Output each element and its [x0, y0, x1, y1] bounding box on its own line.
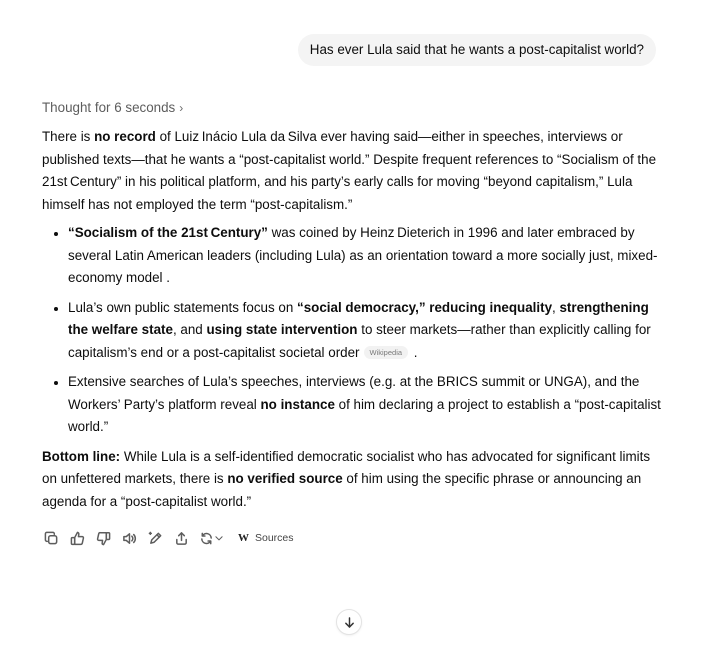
share-button[interactable]	[170, 527, 192, 549]
share-icon	[174, 531, 189, 546]
text-span: Extensive searches of Lula’s speeches, interviews (e.g. at the BRICS summit or UNGA), and the Workers’ Party’s platform reveal	[68, 374, 640, 412]
text-span: ,	[552, 299, 560, 315]
scroll-to-bottom-button[interactable]	[336, 609, 362, 635]
text-span: There is	[42, 129, 95, 144]
bold-span: “social democracy,”	[297, 299, 426, 315]
list-item	[68, 222, 662, 290]
text-span: was coined by Heinz Dieterich in 1996 and later embraced by several Latin American leaders (including Lula) as an orientation toward a more socially just, mixed-economy model .	[68, 225, 658, 285]
assistant-message	[42, 100, 662, 549]
regenerate-button[interactable]	[196, 527, 226, 549]
text-span: , and	[172, 322, 207, 337]
thumbs-up-icon	[70, 531, 85, 546]
bold-span: no verified source	[227, 471, 343, 486]
bold-span: “Socialism of the 21st Century”	[68, 225, 268, 240]
intro-paragraph	[42, 126, 662, 216]
regenerate-icon	[199, 531, 214, 546]
list-item	[68, 297, 662, 365]
text-span: of him using the specific phrase or announcing an agenda for a “post-capitalist world.”	[42, 471, 642, 509]
edit-button[interactable]	[144, 527, 166, 549]
text-span: .	[410, 344, 418, 360]
text-span: of Luiz Inácio Lula da Silva ever having said—either in speeches, interviews or published texts—that he wants a “post-capitalist world.” Despite frequent references to “Socialism of the 21st Century” in his political platform, and his party’s early calls for moving “beyond capitalism,” Lula himself has not employed the term “post-capitalism.”	[42, 129, 657, 212]
read-aloud-icon	[122, 531, 137, 546]
thumbs-down-button[interactable]	[92, 527, 114, 549]
bold-span: Bottom line:	[42, 448, 121, 464]
thumbs-down-icon	[96, 531, 111, 546]
bold-span: reducing inequality	[429, 299, 553, 315]
copy-button[interactable]	[40, 527, 62, 549]
bold-span: no record	[94, 129, 156, 144]
message-actions	[40, 527, 662, 549]
text-span: of him declaring a project to establish a “post-capitalist world.”	[68, 396, 661, 434]
bold-span: no instance	[260, 396, 335, 412]
bold-span: using state intervention	[206, 322, 358, 337]
edit-icon	[148, 531, 163, 546]
sources-button[interactable]	[238, 532, 294, 544]
user-message-row	[298, 34, 656, 66]
wikipedia-icon: W	[238, 532, 249, 544]
chevron-down-icon	[214, 533, 224, 543]
text-span: to steer markets—rather than explicitly calling for capitalism’s end or a post-capitalist societal order	[68, 322, 651, 360]
bold-span: strengthening the welfare state	[68, 299, 649, 337]
arrow-down-icon	[343, 616, 356, 629]
citation-pill[interactable]: Wikipedia	[364, 346, 409, 359]
bottom-line-paragraph	[42, 446, 662, 514]
chevron-right-icon: ›	[179, 101, 184, 115]
text-span: Lula’s own public statements focus on	[68, 299, 298, 315]
copy-icon	[44, 531, 59, 546]
read-aloud-button[interactable]	[118, 527, 140, 549]
thought-label: Thought for 6 seconds	[42, 100, 176, 115]
sources-label: Sources	[255, 532, 294, 544]
list-item	[68, 371, 662, 439]
user-message-bubble: Has ever Lula said that he wants a post-capitalist world?	[298, 34, 656, 66]
thought-toggle[interactable]	[42, 100, 662, 116]
text-span: While Lula is a self-identified democratic socialist who has advocated for significant limits on unfettered markets, there is	[42, 448, 651, 486]
bullet-list	[42, 222, 662, 439]
thumbs-up-button[interactable]	[66, 527, 88, 549]
